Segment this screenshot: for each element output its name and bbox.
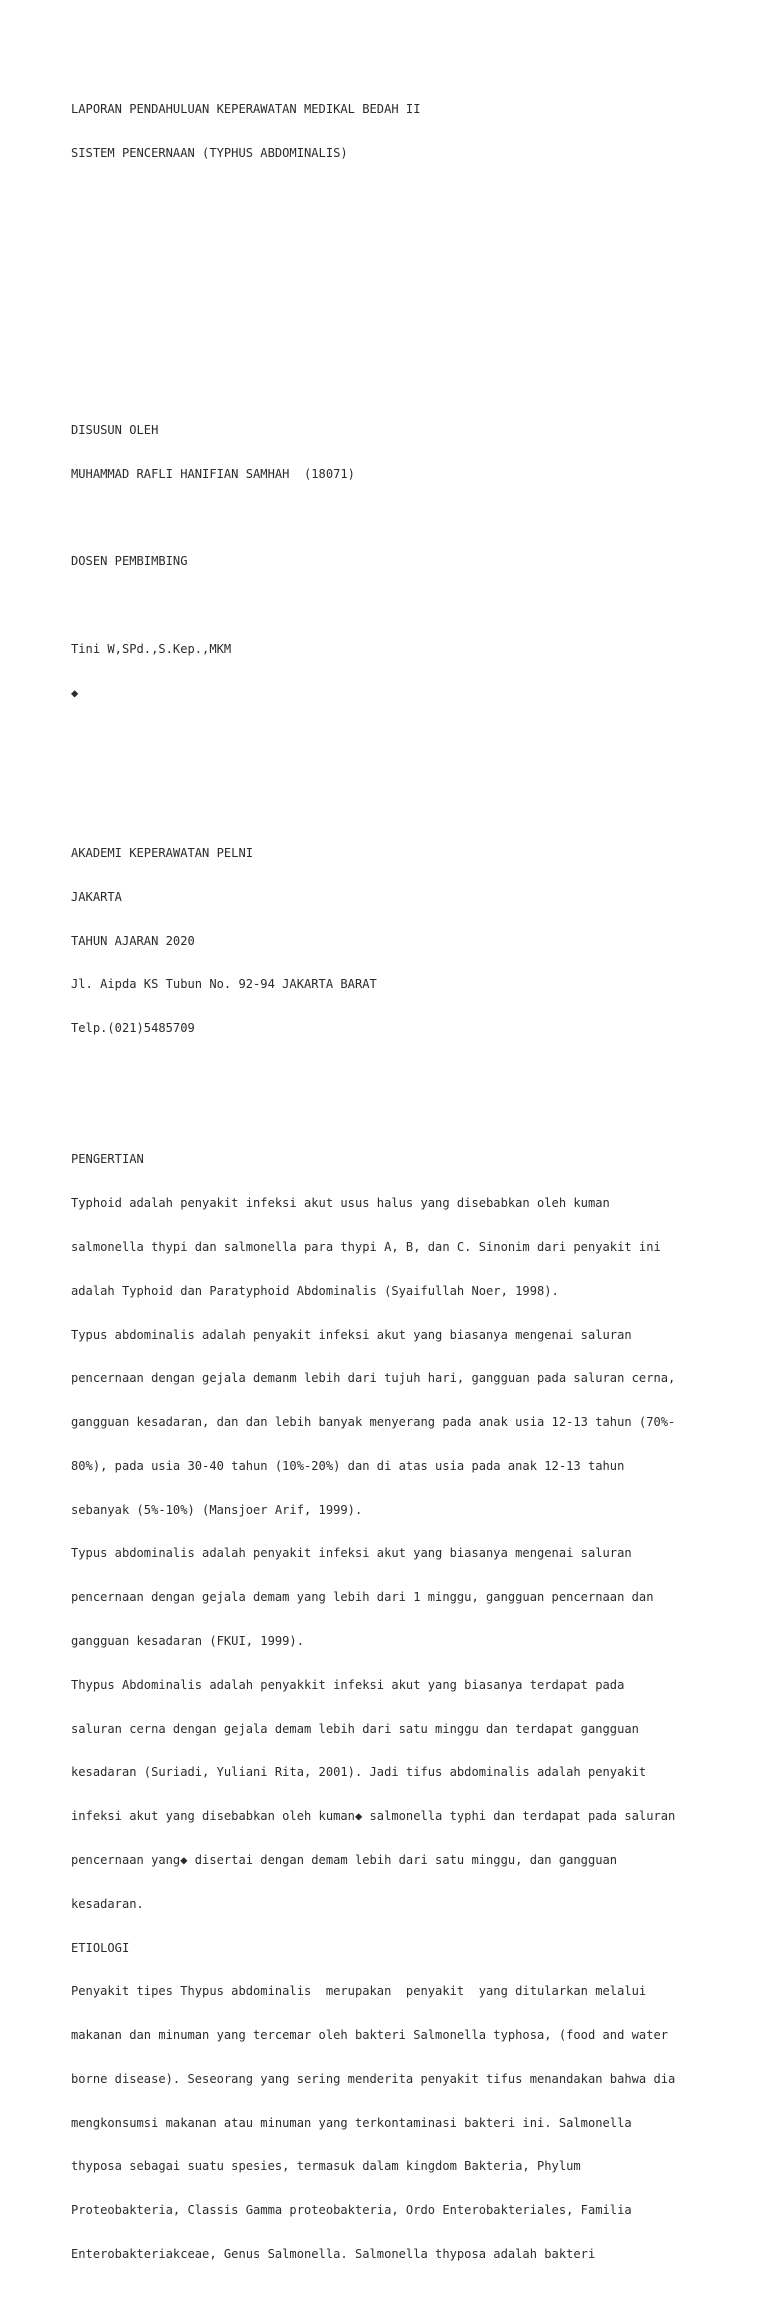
body-line: sebanyak (5%-10%) (Mansjoer Arif, 1999). — [71, 1502, 363, 1517]
supervisor-label: DOSEN PEMBIMBING — [71, 554, 188, 569]
body-line: pencernaan dengan gejala demam yang lebih dari 1 minggu, gangguan pencernaan dan — [71, 1590, 654, 1605]
body-line: Proteobakteria, Classis Gamma proteobakteria, Ordo Enterobakteriales, Familia — [71, 2203, 632, 2218]
section-heading-pengertian: PENGERTIAN — [71, 1152, 144, 1167]
body-line: saluran cerna dengan gejala demam lebih dari satu minggu dan terdapat gangguan — [71, 1721, 639, 1736]
body-line: mengkonsumsi makanan atau minuman yang terkontaminasi bakteri ini. Salmonella — [71, 2115, 632, 2130]
institution-city: JAKARTA — [71, 889, 122, 904]
institution-phone: Telp.(021)5485709 — [71, 1021, 195, 1036]
body-line: pencernaan yang◆ disertai dengan demam lebih dari satu minggu, dan gangguan — [71, 1852, 618, 1867]
body-line: infeksi akut yang disebabkan oleh kuman◆ salmonella typhi dan terdapat pada saluran — [71, 1809, 676, 1824]
body-line: salmonella thypi dan salmonella para thypi A, B, dan C. Sinonim dari penyakit ini — [71, 1240, 661, 1254]
body-line: thyposa sebagai suatu spesies, termasuk dalam kingdom Bakteria, Phylum — [71, 2159, 581, 2174]
section-heading-etiologi: ETIOLOGI — [71, 1940, 130, 1955]
academic-year: TAHUN AJARAN 2020 — [71, 933, 195, 948]
body-line: Typus abdominalis adalah penyakit infeksi akut yang biasanya mengenai saluran — [71, 1327, 632, 1342]
diamond-symbol: ◆ — [71, 685, 79, 700]
author-name: MUHAMMAD RAFLI HANIFIAN SAMHAH (18071) — [71, 466, 355, 481]
body-line: Typhoid adalah penyakit infeksi akut usus halus yang disebabkan oleh kuman — [71, 1196, 610, 1211]
spacer — [71, 598, 731, 613]
spacer — [71, 204, 731, 379]
title-line-1: LAPORAN PENDAHULUAN KEPERAWATAN MEDIKAL BEDAH II — [71, 102, 421, 117]
body-line: gangguan kesadaran (FKUI, 1999). — [71, 1634, 304, 1649]
body-line: Thypus Abdominalis adalah penyakkit infeksi akut yang biasanya terdapat pada — [71, 1677, 625, 1692]
body-line: makanan dan minuman yang tercemar oleh bakteri Salmonella typhosa, (food and water — [71, 2028, 669, 2043]
body-line: borne disease). Seseorang yang sering menderita penyakit tifus menandakan bahwa dia — [71, 2071, 676, 2086]
body-line: gangguan kesadaran, dan dan lebih banyak menyerang pada anak usia 12-13 tahun (70%- — [71, 1415, 676, 1430]
body-line: Typus abdominalis adalah penyakit infeksi akut yang biasanya mengenai saluran — [71, 1546, 632, 1561]
supervisor-name: Tini W,SPd.,S.Kep.,MKM — [71, 642, 232, 657]
body-line: 80%), pada usia 30-40 tahun (10%-20%) dan di atas usia pada anak 12-13 tahun — [71, 1458, 625, 1473]
body-line: adalah Typhoid dan Paratyphoid Abdominalis (Syaifullah Noer, 1998). — [71, 1283, 559, 1298]
document-page — [71, 73, 731, 2305]
author-label: DISUSUN OLEH — [71, 423, 159, 438]
body-line: Enterobakteriakceae, Genus Salmonella. Salmonella thyposa adalah bakteri — [71, 2246, 596, 2261]
spacer — [71, 511, 731, 526]
body-line: kesadaran. — [71, 1896, 144, 1911]
body-line: pencernaan dengan gejala demanm lebih dari tujuh hari, gangguan pada saluran cerna, — [71, 1371, 676, 1386]
spacer — [71, 1065, 731, 1080]
spacer — [71, 744, 731, 802]
body-text — [71, 1123, 731, 2291]
title-line-2: SISTEM PENCERNAAN (TYPHUS ABDOMINALIS) — [71, 145, 348, 160]
body-line: kesadaran (Suriadi, Yuliani Rita, 2001). Jadi tifus abdominalis adalah penyakit — [71, 1765, 647, 1780]
institution-address: Jl. Aipda KS Tubun No. 92-94 JAKARTA BARAT — [71, 977, 377, 992]
body-line: Penyakit tipes Thypus abdominalis merupakan penyakit yang ditularkan melalui — [71, 1984, 647, 1999]
institution-name: AKADEMI KEPERAWATAN PELNI — [71, 845, 254, 860]
